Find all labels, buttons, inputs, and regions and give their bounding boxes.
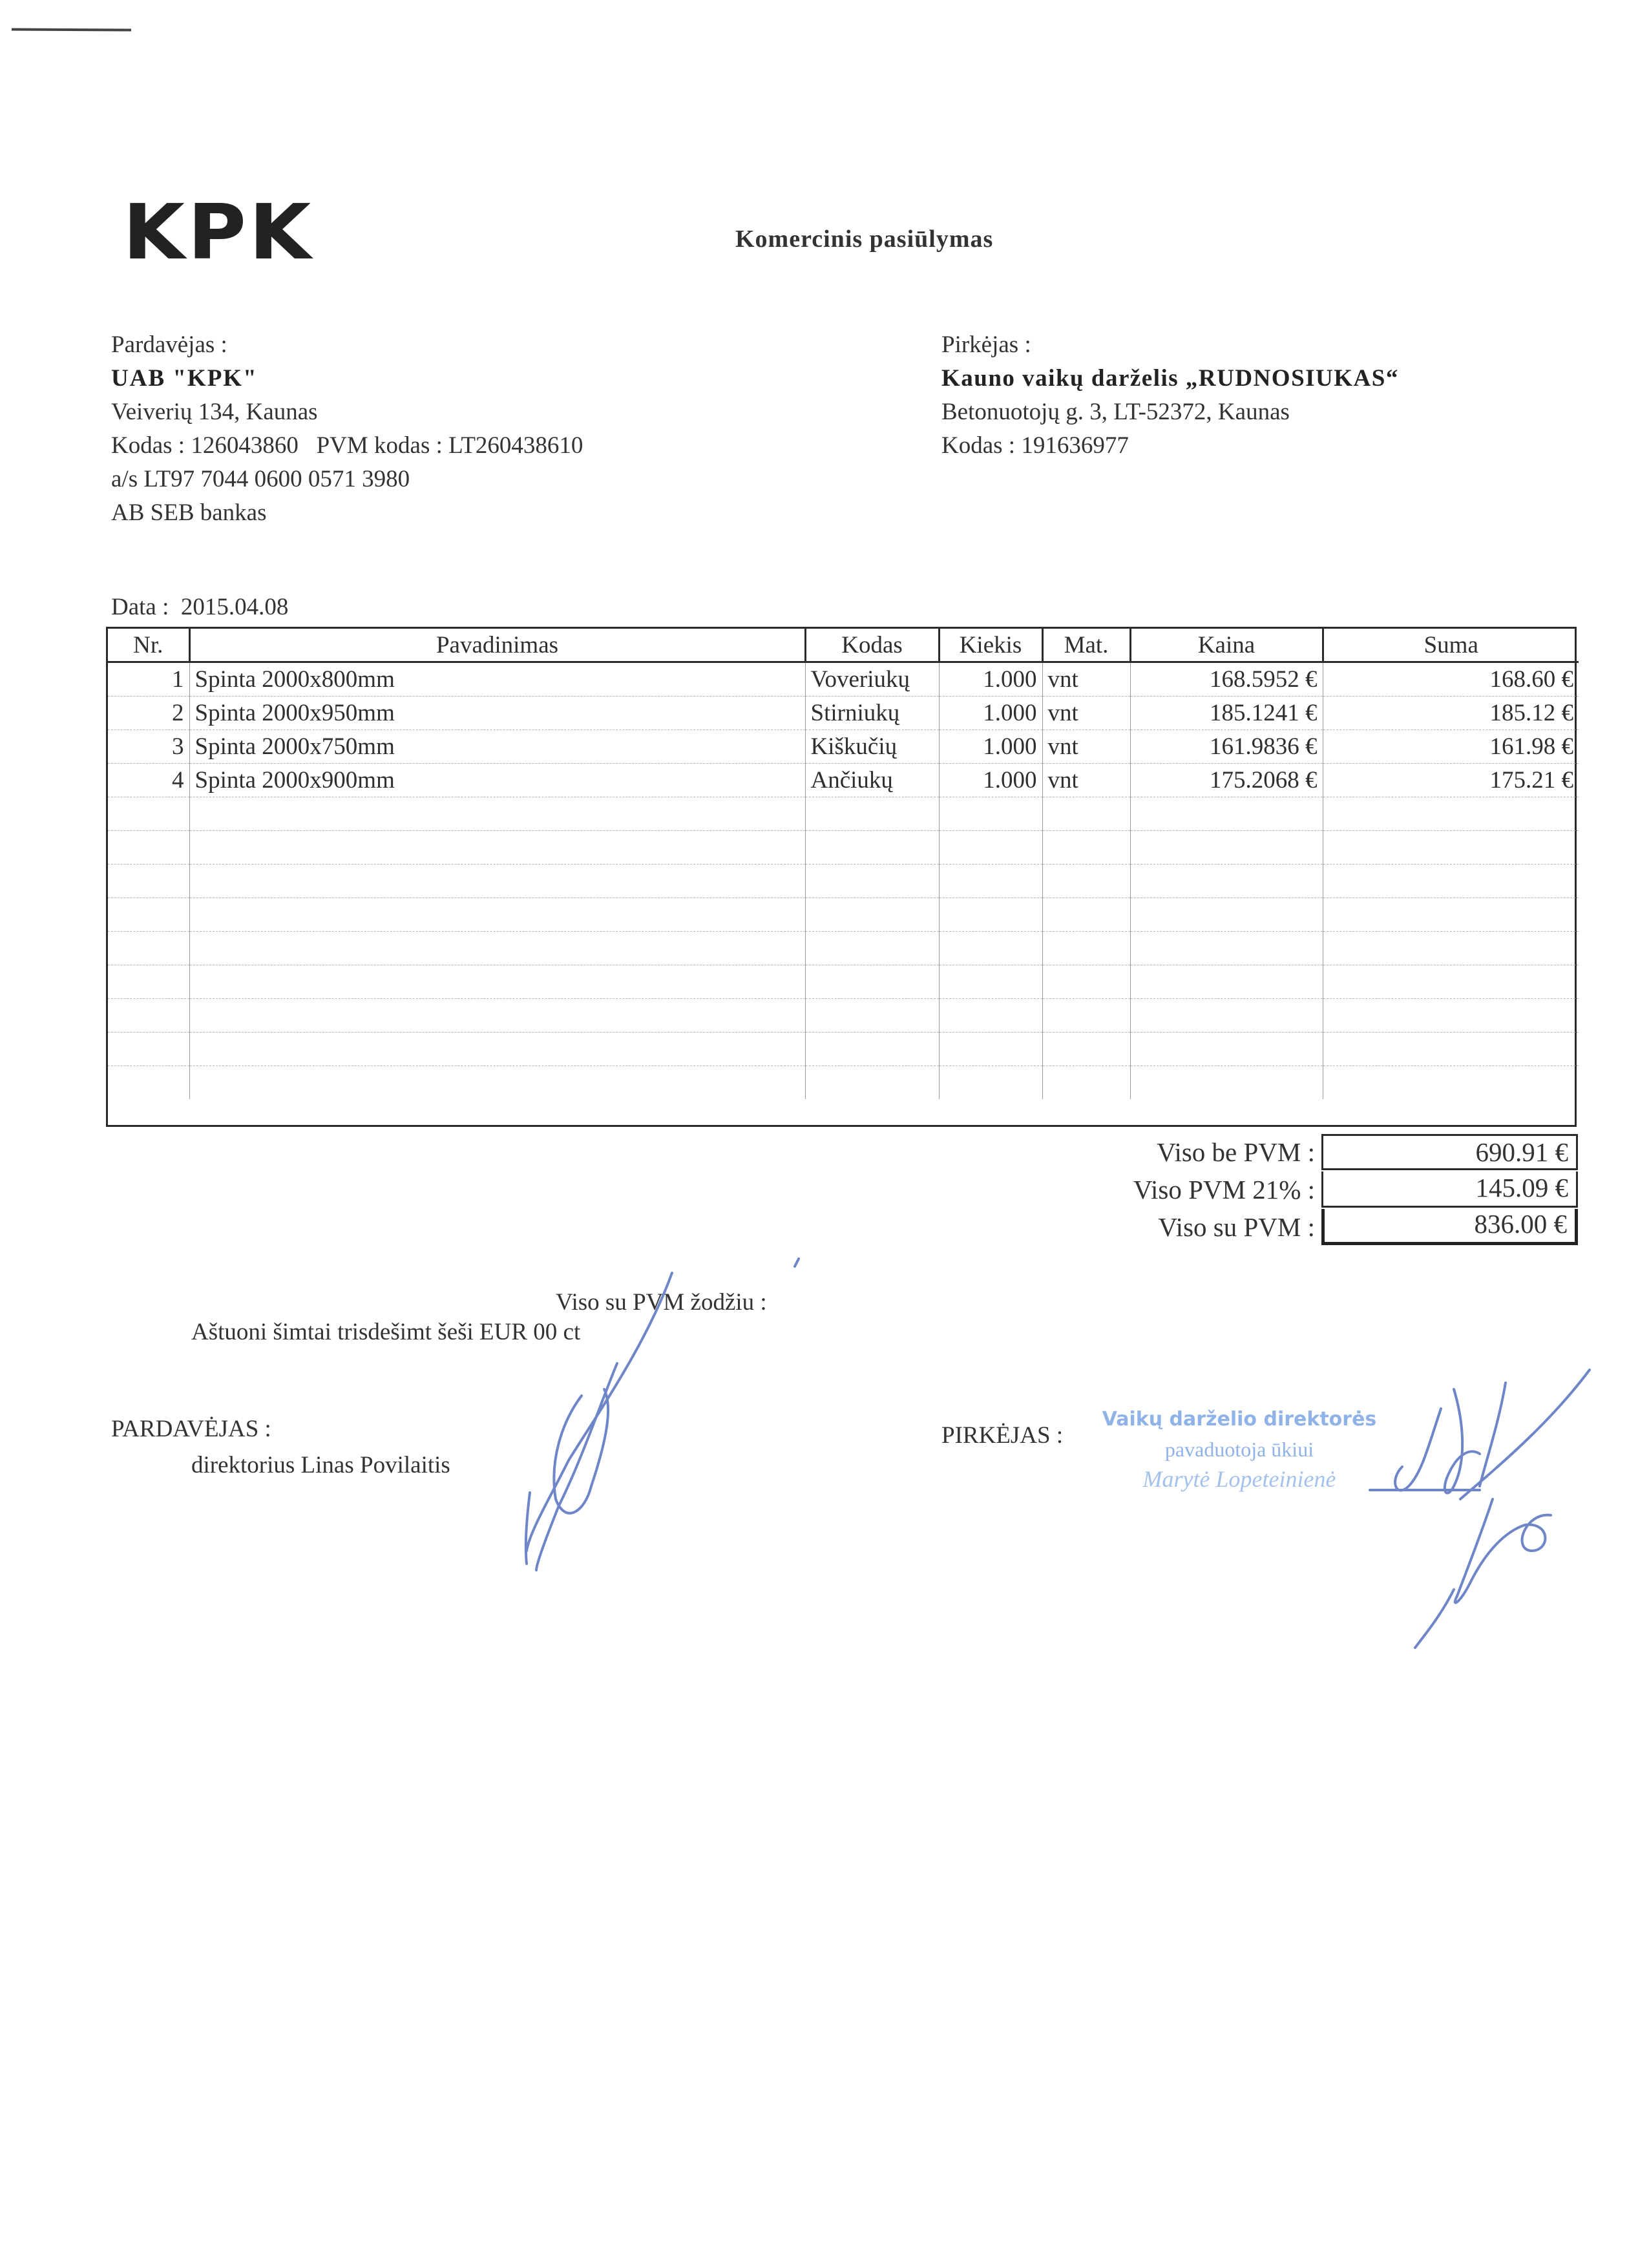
cell-unit: vnt — [1042, 730, 1130, 764]
stamp-line-2: pavaduotoja ūkiui — [1164, 1438, 1314, 1461]
table-row — [108, 730, 1579, 764]
document-title: Komercinis pasiūlymas — [735, 226, 994, 253]
table-row — [108, 764, 1579, 797]
seller-block — [111, 328, 583, 530]
empty-row — [108, 1033, 1579, 1066]
cell-sum: 185.12 € — [1323, 697, 1579, 730]
cell-unit: vnt — [1042, 764, 1130, 797]
empty-row — [108, 898, 1579, 932]
col-header-price: Kaina — [1130, 629, 1323, 662]
total-without-vat-row — [995, 1133, 1578, 1171]
cell-qty: 1.000 — [939, 662, 1042, 697]
buyer-label: Pirkėjas : — [941, 331, 1031, 358]
col-header-sum: Suma — [1323, 629, 1579, 662]
scan-corner-mark — [12, 28, 131, 32]
total-vat-label: Viso PVM 21% : — [1133, 1175, 1315, 1204]
buyer-signature-label: PIRKĖJAS : — [941, 1422, 1064, 1449]
totals-block — [995, 1133, 1578, 1246]
cell-code: Kiškučių — [805, 730, 939, 764]
total-without-vat-value: 690.91 € — [1321, 1134, 1578, 1170]
cell-sum: 175.21 € — [1323, 764, 1579, 797]
stamp-line-3: Marytė Lopeteinienė — [1142, 1466, 1336, 1492]
cell-nr: 2 — [108, 697, 189, 730]
cell-code: Stirniukų — [805, 697, 939, 730]
empty-row — [108, 1066, 1579, 1100]
cell-price: 175.2068 € — [1130, 764, 1323, 797]
seller-account: a/s LT97 7044 0600 0571 3980 — [111, 466, 410, 492]
total-vat-row — [995, 1171, 1578, 1208]
cell-price: 185.1241 € — [1130, 697, 1323, 730]
buyer-stamp — [1071, 1405, 1407, 1494]
col-header-qty: Kiekis — [939, 629, 1042, 662]
empty-row — [108, 999, 1579, 1033]
cell-qty: 1.000 — [939, 730, 1042, 764]
cell-code: Ančiukų — [805, 764, 939, 797]
stamp-line-1: Vaikų darželio direktorės — [1102, 1408, 1377, 1431]
cell-sum: 168.60 € — [1323, 662, 1579, 697]
items-table-grid — [108, 629, 1579, 1099]
seller-codes: Kodas : 126043860 PVM kodas : LT260438610 — [111, 432, 583, 459]
seller-bank: AB SEB bankas — [111, 499, 267, 526]
cell-name: Spinta 2000x900mm — [189, 764, 805, 797]
empty-row — [108, 797, 1579, 831]
seller-address: Veiverių 134, Kaunas — [111, 399, 318, 425]
cell-unit: vnt — [1042, 697, 1130, 730]
total-without-vat-label: Viso be PVM : — [1157, 1137, 1315, 1167]
cell-nr: 3 — [108, 730, 189, 764]
cell-qty: 1.000 — [939, 697, 1042, 730]
company-logo: KPK — [123, 187, 314, 277]
buyer-name: Kauno vaikų darželis „RUDNOSIUKAS“ — [941, 365, 1399, 392]
empty-row — [108, 831, 1579, 865]
table-row — [108, 697, 1579, 730]
seller-name: UAB "KPK" — [111, 365, 258, 392]
items-table — [106, 627, 1577, 1127]
cell-name: Spinta 2000x950mm — [189, 697, 805, 730]
cell-qty: 1.000 — [939, 764, 1042, 797]
empty-row — [108, 965, 1579, 999]
total-vat-value: 145.09 € — [1321, 1171, 1578, 1208]
table-row — [108, 662, 1579, 697]
offer-date: Data : 2015.04.08 — [111, 594, 289, 620]
amount-in-words-label: Viso su PVM žodžiu : — [556, 1289, 767, 1316]
seller-label: Pardavėjas : — [111, 331, 227, 358]
cell-price: 161.9836 € — [1130, 730, 1323, 764]
buyer-code: Kodas : 191636977 — [941, 432, 1129, 459]
cell-code: Voveriukų — [805, 662, 939, 697]
buyer-block — [941, 328, 1399, 463]
empty-row — [108, 865, 1579, 898]
cell-unit: vnt — [1042, 662, 1130, 697]
total-with-vat-label: Viso su PVM : — [1158, 1212, 1315, 1242]
col-header-name: Pavadinimas — [189, 629, 805, 662]
amount-in-words-value: Aštuoni šimtai trisdešimt šeši EUR 00 ct — [191, 1319, 581, 1345]
col-header-unit: Mat. — [1042, 629, 1130, 662]
empty-row — [108, 932, 1579, 965]
cell-name: Spinta 2000x800mm — [189, 662, 805, 697]
cell-nr: 4 — [108, 764, 189, 797]
total-with-vat-value: 836.00 € — [1321, 1209, 1578, 1245]
buyer-address: Betonuotojų g. 3, LT-52372, Kaunas — [941, 399, 1290, 425]
total-with-vat-row — [995, 1208, 1578, 1246]
cell-price: 168.5952 € — [1130, 662, 1323, 697]
col-header-code: Kodas — [805, 629, 939, 662]
cell-nr: 1 — [108, 662, 189, 697]
table-header-row — [108, 629, 1579, 662]
seller-signature-label: PARDAVĖJAS : — [111, 1416, 271, 1442]
cell-sum: 161.98 € — [1323, 730, 1579, 764]
seller-signatory-name: direktorius Linas Povilaitis — [191, 1452, 450, 1478]
col-header-nr: Nr. — [108, 629, 189, 662]
cell-name: Spinta 2000x750mm — [189, 730, 805, 764]
